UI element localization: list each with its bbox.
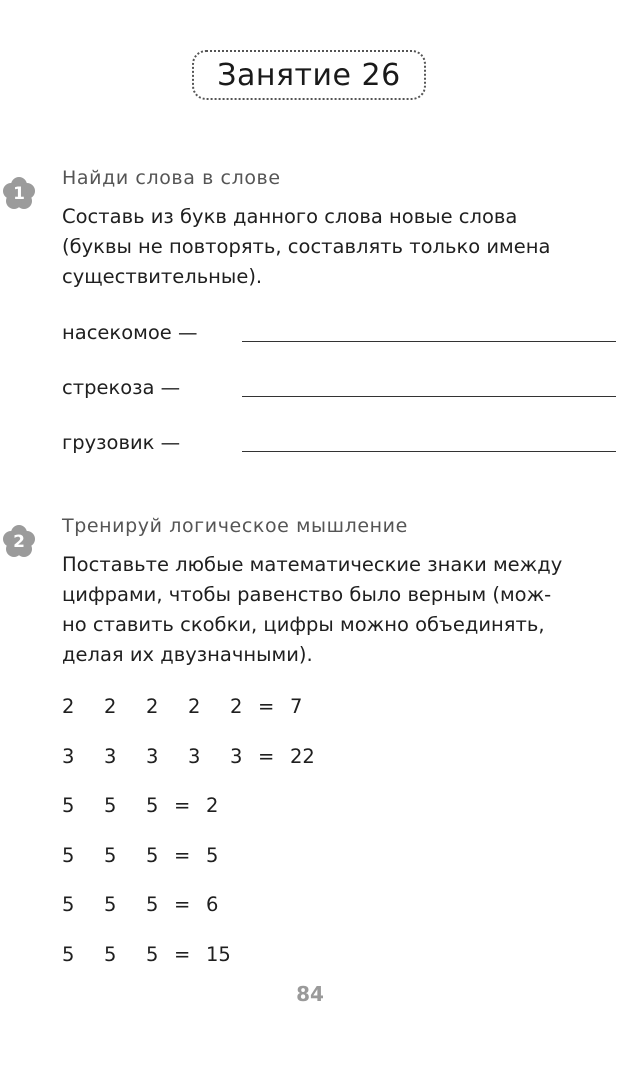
equation-result: 15 <box>206 942 231 966</box>
answer-line[interactable] <box>242 451 616 452</box>
answer-line[interactable] <box>242 396 616 397</box>
equals-sign: = <box>258 744 275 768</box>
equation-row <box>62 692 302 720</box>
digit[interactable]: 3 <box>230 744 243 768</box>
instruction-line: Поставьте любые математические знаки между <box>62 553 563 576</box>
section-2-title: Тренируй логическое мышление <box>62 515 408 537</box>
equation-row <box>62 890 218 918</box>
digit[interactable]: 2 <box>188 694 201 718</box>
digit[interactable]: 5 <box>62 942 75 966</box>
equation-row <box>62 791 218 819</box>
equals-sign: = <box>174 892 191 916</box>
instruction-line: делая их двузначными). <box>62 643 313 666</box>
digit[interactable]: 2 <box>104 694 117 718</box>
word-label: насекомое — <box>62 321 198 344</box>
instruction-line: существительные). <box>62 265 263 288</box>
equation-row <box>62 742 315 770</box>
word-label: грузовик — <box>62 431 181 454</box>
digit[interactable]: 5 <box>104 942 117 966</box>
equation-result: 5 <box>206 843 219 867</box>
equation-result: 7 <box>290 694 303 718</box>
word-answer-row <box>62 316 616 344</box>
word-answer-row <box>62 371 616 399</box>
digit[interactable]: 5 <box>104 892 117 916</box>
digit[interactable]: 5 <box>146 843 159 867</box>
digit[interactable]: 3 <box>62 744 75 768</box>
word-label: стрекоза — <box>62 376 181 399</box>
section-1-instruction <box>62 202 618 292</box>
instruction-line: цифрами, чтобы равенство было верным (мож- <box>62 583 552 606</box>
word-answer-row <box>62 426 616 454</box>
equation-result: 2 <box>206 793 219 817</box>
equation-row <box>62 940 231 968</box>
digit[interactable]: 5 <box>104 793 117 817</box>
digit[interactable]: 5 <box>146 892 159 916</box>
answer-line[interactable] <box>242 341 616 342</box>
flower-badge-2-icon <box>2 524 36 558</box>
equals-sign: = <box>174 843 191 867</box>
digit[interactable]: 5 <box>146 793 159 817</box>
instruction-line: (буквы не повторять, составлять только имена <box>62 235 551 258</box>
lesson-title: Занятие 26 <box>217 57 401 93</box>
digit[interactable]: 2 <box>62 694 75 718</box>
instruction-line: Составь из букв данного слова новые слова <box>62 205 518 228</box>
equals-sign: = <box>258 694 275 718</box>
page-number: 84 <box>296 982 324 1006</box>
digit[interactable]: 5 <box>62 793 75 817</box>
section-2-instruction <box>62 550 618 670</box>
digit[interactable]: 5 <box>104 843 117 867</box>
equation-row <box>62 841 218 869</box>
digit[interactable]: 3 <box>104 744 117 768</box>
section-1-number: 1 <box>13 184 25 204</box>
digit[interactable]: 3 <box>188 744 201 768</box>
flower-badge-1-icon <box>2 176 36 210</box>
instruction-line: но ставить скобки, цифры можно объединять, <box>62 613 545 636</box>
digit[interactable]: 5 <box>146 942 159 966</box>
section-1-title: Найди слова в слове <box>62 167 281 189</box>
equals-sign: = <box>174 942 191 966</box>
digit[interactable]: 5 <box>62 892 75 916</box>
lesson-title-box <box>192 50 426 100</box>
equals-sign: = <box>174 793 191 817</box>
section-2-number: 2 <box>13 532 25 552</box>
digit[interactable]: 2 <box>146 694 159 718</box>
digit[interactable]: 3 <box>146 744 159 768</box>
digit[interactable]: 2 <box>230 694 243 718</box>
equation-result: 6 <box>206 892 219 916</box>
digit[interactable]: 5 <box>62 843 75 867</box>
equation-result: 22 <box>290 744 315 768</box>
